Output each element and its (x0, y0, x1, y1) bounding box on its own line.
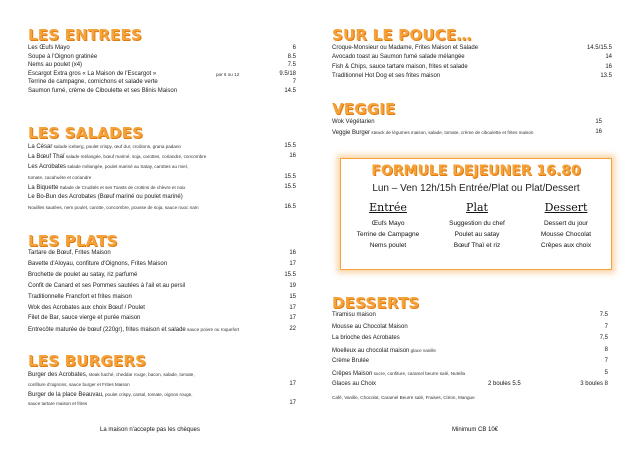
menu-item-title: Tartare de Bœuf, Frites Maison (28, 250, 111, 256)
menu-item-row (332, 44, 622, 53)
menu-item-price: 15.5 (284, 173, 296, 180)
menu-item-price: 7 (604, 358, 608, 364)
menu-item-price: 16 (595, 128, 602, 135)
menu-item-row (332, 380, 622, 389)
menu-item-price: 17 (289, 380, 296, 387)
menu-item-title: Burger de la place Beauvau, (28, 391, 104, 398)
formule-column-heading: Dessert (544, 201, 588, 214)
menu-item-title: Moelleux au chocolat maison (332, 347, 410, 354)
menu-item-title: Filet de Bar, sauce vierge et purée maison (28, 315, 141, 322)
menu-item-name (28, 304, 145, 313)
menu-item-description: glace vanille (409, 347, 436, 353)
menu-item-row (332, 346, 622, 355)
menu-item-row (332, 334, 622, 343)
menu-item-row (28, 203, 296, 212)
formule-column-heading: Plat (466, 201, 488, 214)
menu-item-row (28, 142, 296, 151)
formule-item: Bœuf Thaï et riz (453, 242, 501, 249)
menu-item-description: steack de légumes maison, salade, tomate, crème de ciboulette et frites maison (370, 129, 534, 135)
menu-item-price: 9.5/18 (279, 70, 296, 77)
menu-item-title: Fish & Chips, sauce tartare maison, frites et salade (332, 63, 468, 70)
menu-item-title: Terrine de campagne, cornichons et salade verte (28, 79, 158, 86)
entrees-heading: LES ENTREES (28, 26, 142, 44)
menu-item-name (332, 63, 468, 72)
menu-item-title: Burger des Acrobates, (28, 372, 88, 378)
formule-dejeuner-box (340, 158, 612, 270)
menu-item-row (28, 183, 296, 192)
menu-item-title: Les Œufs Mayo (28, 45, 70, 51)
menu-item-description: sauce tartare maison et frites (28, 401, 88, 407)
burgers-heading: LES BURGERS (28, 352, 147, 370)
menu-item-row (28, 260, 296, 269)
menu-item-title: La Biquette (28, 184, 59, 191)
menu-item-description: Nouilles sautées, nem poulet, carotte, concombre, pousse de soja, sauce nuoc nam (28, 205, 199, 211)
menu-item-price: 7 (292, 79, 296, 86)
menu-item-price: 17 (289, 315, 296, 322)
menu-item-row (28, 249, 296, 258)
menu-item-title: Veggie Burger (332, 129, 371, 136)
formule-item: Dessert du jour (543, 220, 589, 227)
formule-item: Mousse Chocolat (540, 231, 592, 238)
menu-item-name (332, 118, 375, 127)
menu-item-name (332, 357, 369, 366)
menu-item-description: sauce poivre ou roquefort (185, 327, 240, 333)
menu-item-row (28, 304, 296, 313)
menu-item-description: sucre, confiture, caramel beurre salé, Nutella (372, 370, 466, 376)
menu-item-price: 8 (604, 346, 608, 353)
menu-item-price: 6 (292, 45, 296, 51)
menu-item-title: Nems au poulet (x4) (28, 62, 83, 69)
menu-item-price: 16 (289, 153, 296, 160)
menu-item-row (332, 128, 622, 137)
menu-item-name (332, 72, 440, 81)
formule-column-dessert (521, 201, 611, 251)
menu-item-name (28, 271, 137, 280)
menu-item-title: Les Acrobates (28, 164, 67, 171)
menu-item-price: 15 (595, 119, 602, 125)
menu-item-title: Crêpes Maison (332, 370, 373, 377)
menu-item-row (332, 118, 622, 127)
menu-item-name (28, 293, 132, 302)
menu-item-price: 13.5 (600, 73, 612, 80)
formule-subtitle: Lun – Ven 12h/15h Entrée/Plat ou Plat/Dessert (372, 183, 580, 194)
menu-item-price: 5 (604, 369, 608, 376)
menu-item-row (28, 173, 296, 182)
menu-item-price: 16 (605, 63, 612, 70)
menu-item-title: Escargot Extra gros « La Maison de l'Escargot » (28, 70, 157, 77)
menu-item-price: 15.5 (284, 143, 296, 149)
menu-item-row (28, 390, 296, 399)
menu-item-description: salade iceberg, poulet crispy, œuf dur, croûtons, grana padano (52, 144, 181, 149)
formule-title: FORMULE DEJEUNER 16.80 (371, 163, 581, 179)
menu-item-title: Crème Brulée (332, 358, 370, 364)
menu-item-name (28, 370, 195, 380)
menu-item-price: 15 (289, 293, 296, 300)
veggie-heading: VEGGIE (332, 100, 396, 118)
menu-item-name (28, 87, 177, 96)
menu-item-title: Brochette de poulet au satay, riz parfumé (28, 271, 138, 278)
menu-item-row (28, 370, 296, 379)
menu-item-title: Avocado toast au Saumon fumé salade mélangée (332, 54, 465, 61)
menu-item-name (28, 282, 185, 291)
menu-item-price: 15.5 (284, 271, 296, 278)
menu-item-price: 14 (605, 54, 612, 61)
menu-item-name (332, 334, 400, 343)
menu-item-title: Wok Végétarien (332, 119, 375, 125)
menu-item-row (332, 369, 622, 378)
menu-item-title: Le Bo-Bun des Acrobates (Bœuf mariné ou poulet mariné) (28, 194, 183, 200)
menu-item-name (28, 260, 167, 269)
menu-item-name (28, 193, 183, 202)
plats-heading: LES PLATS (28, 232, 118, 250)
menu-item-price: 15.5 (284, 183, 296, 190)
menu-item-row (28, 271, 296, 280)
formule-item: Nems poulet (369, 242, 407, 249)
menu-item-title: Wok des Acrobates aux choix Bœuf / Poulet (28, 304, 145, 311)
menu-item-price: 3 boules 8 (580, 381, 608, 387)
menu-item-description: poulet crispy, cantal, tomate, oignon rouge, (103, 391, 193, 397)
menu-item-row (332, 357, 622, 366)
menu-item-description: salade mélangée, bœuf mariné, soja, carottes, coriandre, concombre (64, 154, 207, 160)
menu-item-row (28, 282, 296, 291)
menu-item-row (28, 314, 296, 323)
menu-item-name (28, 380, 130, 390)
formule-item: Terrine de Campagne (356, 231, 420, 238)
menu-item-price: 17 (289, 400, 296, 407)
menu-item-row (28, 399, 296, 408)
menu-item-price: 14.5 (284, 88, 296, 94)
menu-item-title: Mousse au Chocolat Maison (332, 323, 408, 330)
menu-item-price: 16.5 (284, 204, 296, 211)
menu-item-price: 7,5 (599, 335, 608, 341)
menu-item-name (332, 53, 465, 62)
menu-item-title: Tiramisu maison (332, 312, 376, 318)
menu-item-name (28, 249, 111, 258)
menu-item-row (28, 152, 296, 161)
menu-item-description: confiture d'oignons, sauce burger et Frites Maison (28, 381, 130, 387)
menu-item-title: Croque-Monsieur ou Madame, Frites Maison et Salade (332, 45, 479, 51)
formule-item: Suggestion du chef (449, 220, 505, 227)
menu-item-name (332, 346, 436, 356)
menu-item-title: Entrecôte maturée de bœuf (220gr), frites maison et salade (28, 327, 186, 334)
menu-item-row (332, 63, 622, 72)
menu-item-price-small: 2 boules 5.5 (488, 381, 521, 387)
menu-item-name (332, 369, 465, 379)
menu-item-price: 17 (289, 260, 296, 267)
menu-item-row (332, 323, 622, 332)
menu-item-description: tomate, cacahuète et coriandre (28, 174, 92, 180)
menu-item-name (332, 311, 376, 320)
menu-item-name (332, 128, 533, 138)
menu-item-title: La brioche des Acrobates (332, 335, 400, 341)
menu-item-price: 16 (289, 250, 296, 256)
menu-item-name (332, 380, 376, 389)
menu-item-price: 17 (289, 304, 296, 311)
salades-heading: LES SALADES (28, 124, 144, 142)
menu-item-name (28, 314, 140, 323)
menu-item-name (28, 325, 239, 335)
menu-item-title: Glaces au Choix (332, 381, 377, 387)
desserts-heading: DESSERTS (332, 294, 420, 312)
menu-item-row (28, 162, 296, 171)
menu-item-name (28, 203, 199, 213)
menu-item-name (28, 162, 188, 172)
menu-item-name (28, 142, 181, 152)
formule-item: Œufs Mayo (371, 220, 405, 227)
menu-item-name (28, 152, 206, 162)
menu-item-price: 7 (604, 323, 608, 330)
menu-item-row (28, 293, 296, 302)
menu-item-title: Saumon fumé, crème de Ciboulette et ses Blinis Maison (28, 88, 178, 94)
menu-item-title: Bavette d'Aloyau, confiture d'Oignons, Frites Maison (28, 260, 168, 267)
menu-item-price: 22 (289, 326, 296, 333)
menu-item-note: par 6 ou 12 (216, 71, 240, 77)
formule-column-plat (432, 201, 522, 251)
menu-item-description: Salade de Crudités et ses Toasts de crottins de chèvre et noix (58, 184, 186, 190)
menu-item-price: 19 (289, 282, 296, 289)
menu-item-description: steak haché, cheddar rouge, bacon, salade, tomate, (87, 372, 195, 377)
menu-item-title: La Bœuf Thaï (28, 154, 65, 161)
menu-item-name (332, 44, 478, 53)
menu-item-name (28, 390, 193, 400)
menu-item-title: Confit de Canard et ses Pommes sautées à l'ail et au persil (28, 282, 186, 289)
glaces-flavours: Café, Vanille, Chocolat, Caramel Beurre salé, Fraises, Citron, Mangue (332, 395, 475, 400)
menu-item-name (28, 399, 87, 409)
menu-item-description: salade mélangée, poulet mariné au Satay, carottes au miel, (66, 164, 189, 170)
menu-item-row (28, 380, 296, 389)
menu-item-row (332, 311, 622, 320)
footer-cheques-note: La maison n'accepte pas les chèques (100, 427, 200, 433)
menu-item-title: La César (28, 144, 53, 150)
formule-item: Crêpes aux choix (540, 242, 592, 249)
menu-item-price: 8.5 (287, 53, 296, 60)
menu-item-title: Traditionnel Hot Dog et ses frites maison (332, 73, 441, 80)
menu-item-title: Traditionnelle Francfort et frites maison (28, 293, 132, 300)
menu-item-row (332, 53, 622, 62)
menu-item-name (28, 183, 185, 193)
menu-item-name (28, 173, 91, 183)
menu-item-row (332, 72, 622, 81)
menu-item-name (332, 323, 408, 332)
menu-item-price: 7.5 (287, 62, 296, 69)
formule-column-heading: Entrée (369, 201, 407, 214)
menu-item-price: 7.5 (599, 312, 608, 318)
sur-le-pouce-heading: SUR LE POUCE… (332, 26, 472, 44)
menu-item-title: Soupe à l'Oignon gratinée (28, 53, 98, 60)
footer-cb-minimum: Minimum CB 10€ (452, 427, 499, 433)
menu-item-row (28, 325, 296, 334)
menu-item-row (28, 193, 296, 202)
menu-item-price: 14.5/15.5 (586, 45, 612, 51)
formule-item: Poulet au satay (454, 231, 500, 238)
menu-item-row (28, 87, 296, 96)
formule-column-entree (343, 201, 433, 251)
